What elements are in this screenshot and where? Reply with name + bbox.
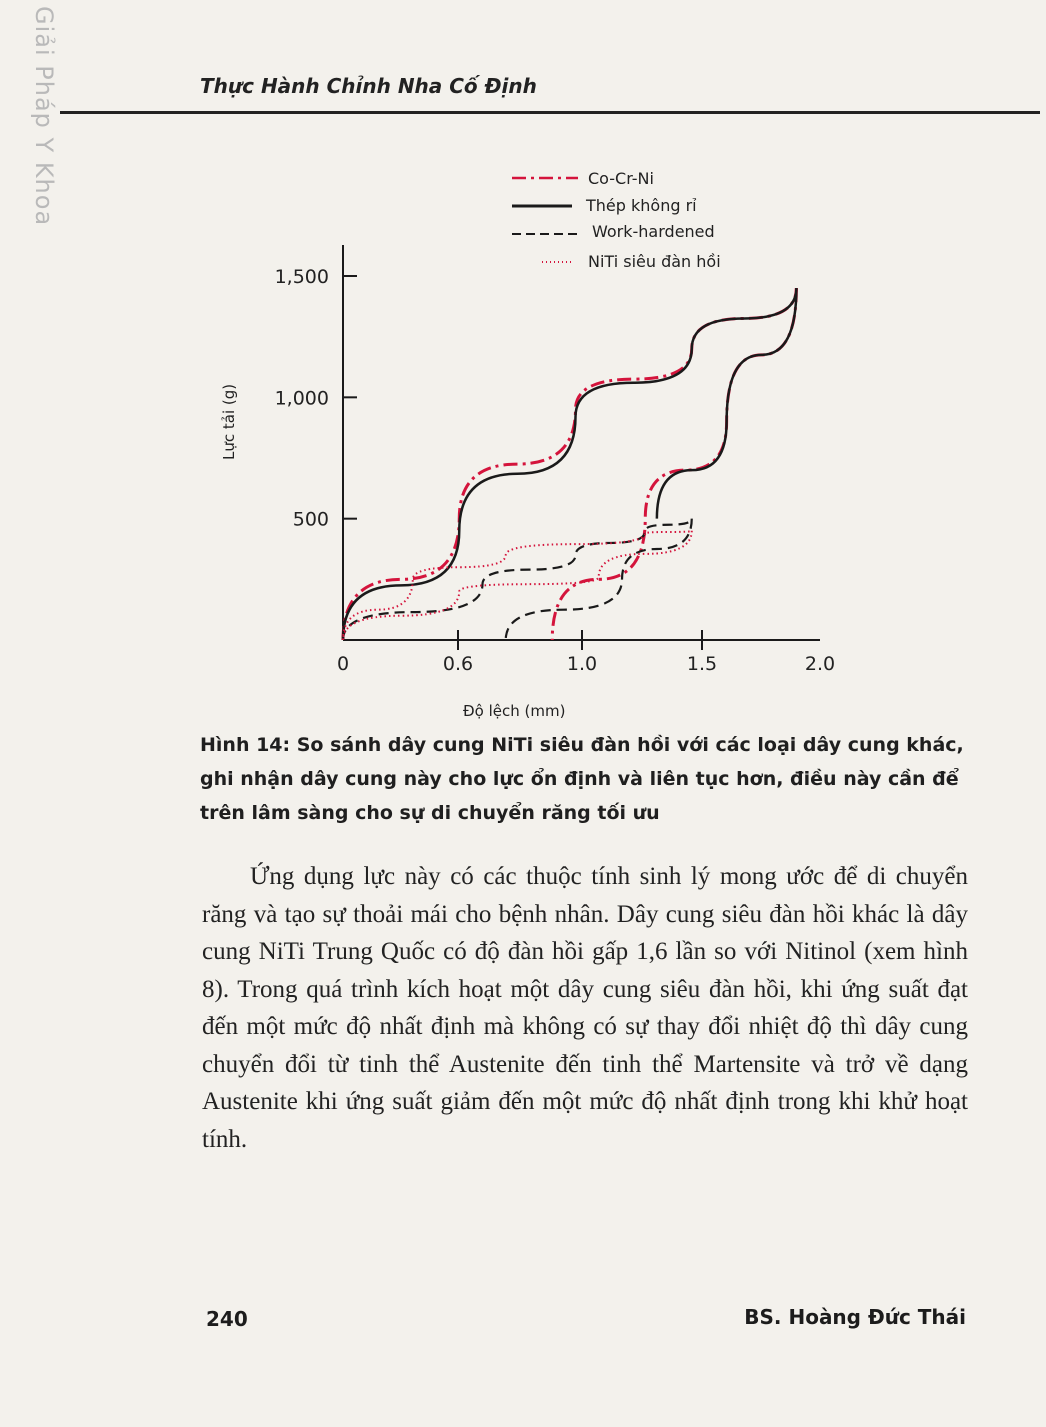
legend-label-work: Work-hardened — [592, 222, 715, 241]
y-tick-label: 1,500 — [274, 266, 329, 288]
axes — [220, 245, 835, 720]
figure-caption: Hình 14: So sánh dây cung NiTi siêu đàn hồi với các loại dây cung khác, ghi nhận dây cung này cho lực ổn định và liên tục hơn, điều này cần để trên lâm sàng cho sự di chuyển răng tối ưu — [200, 734, 964, 824]
x-tick-label: 0 — [336, 653, 350, 675]
series-layer — [343, 288, 796, 640]
watermark-text: Giải Pháp Y Khoa — [30, 6, 58, 227]
legend-label-niti: NiTi siêu đàn hồi — [588, 252, 721, 271]
x-tick-label: 1.5 — [686, 653, 718, 675]
page-number: 240 — [206, 1307, 248, 1331]
legend-item-work — [512, 222, 715, 241]
x-tick-label: 2.0 — [804, 653, 836, 675]
chart-legend — [512, 169, 721, 271]
body-paragraph: Ứng dụng lực này có các thuộc tính sinh lý mong ước để di chuyển răng và tạo sự thoải mái cho bệnh nhân. Dây cung siêu đàn hồi khác là dây cung NiTi Trung Quốc có độ đàn hồi gấp 1,6 lần so với Nitinol (xem hình 8). Trong quá trình kích hoạt một dây cung siêu đàn hồi, khi ứng suất đạt đến một mức độ nhất định mà không có sự thay đổi nhiệt độ thì dây cung chuyển đổi từ tinh thể Austenite đến tinh thể Martensite và trở về dạng Austenite khi ứng suất giảm đến một mức độ nhất định trong khi khử hoạt tính. — [202, 863, 968, 1153]
series-1-loading-curve — [343, 288, 796, 640]
legend-item-cocrni — [512, 169, 654, 188]
legend-item-thep — [512, 196, 697, 215]
series-2-unloading-curve — [657, 288, 797, 519]
series-2-loading-curve — [343, 288, 796, 640]
author-name: BS. Hoàng Đức Thái — [744, 1305, 966, 1329]
running-header-title: Thực Hành Chỉnh Nha Cố Định — [200, 74, 537, 98]
series-1-unloading-curve — [552, 288, 796, 640]
legend-label-thep: Thép không rỉ — [586, 196, 697, 215]
y-tick-label: 500 — [292, 508, 329, 531]
y-axis-label: Lực tải (g) — [220, 383, 238, 460]
y-tick-label: 1,000 — [274, 387, 329, 410]
x-tick-label: 0.6 — [442, 653, 474, 675]
legend-label-cocrni: Co-Cr-Ni — [588, 169, 654, 188]
x-axis-label: Độ lệch (mm) — [463, 702, 566, 720]
legend-item-niti — [542, 252, 721, 271]
x-tick-label: 1.0 — [566, 653, 598, 675]
